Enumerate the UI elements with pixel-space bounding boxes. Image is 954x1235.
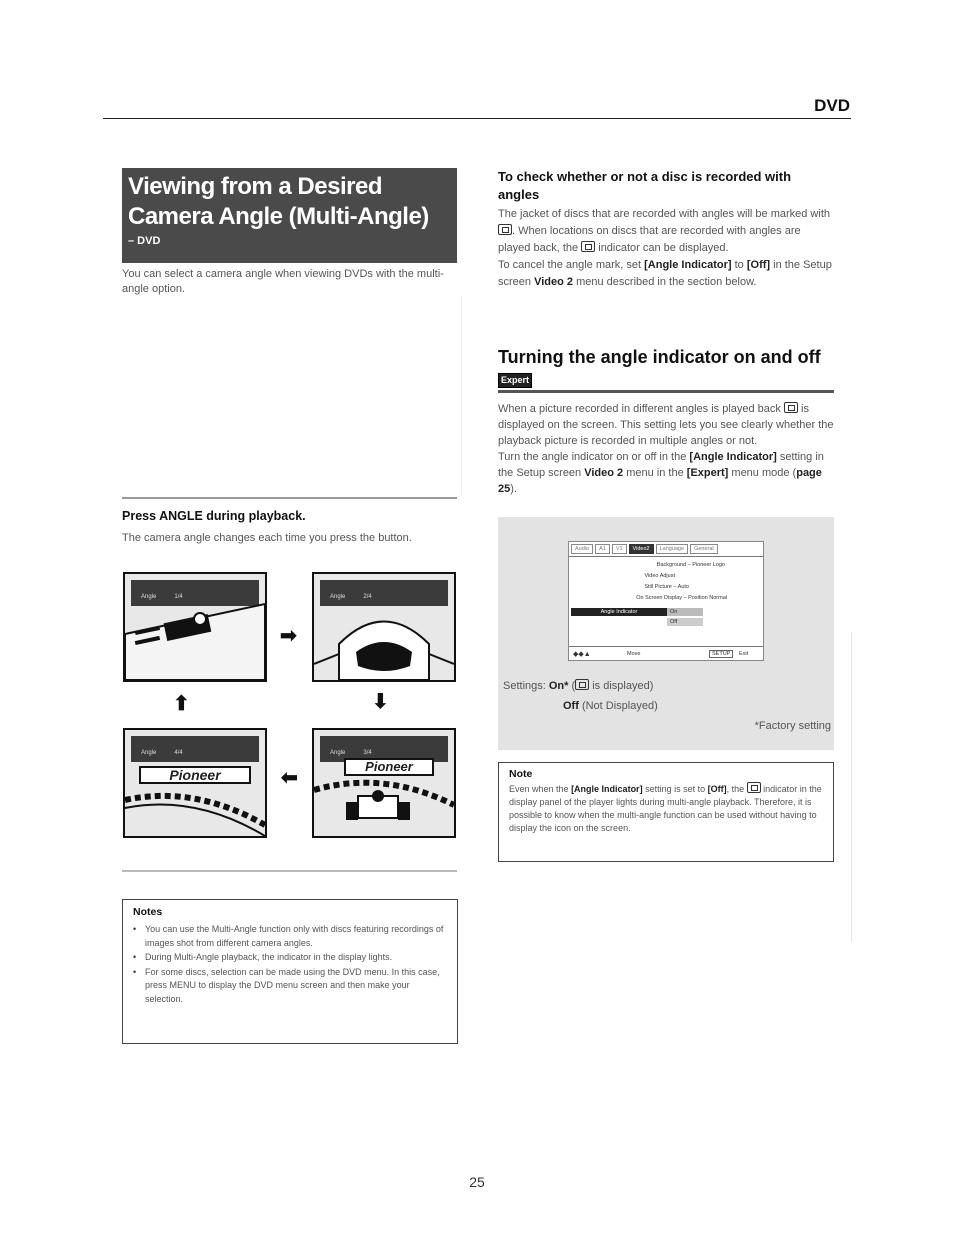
text: indicator in the display panel of the player lights during multi-angle playback. Therefore, it is possible to know when the multi-angle function can be used without having to display the icon on the screen. xyxy=(509,784,822,833)
text: ). xyxy=(510,483,517,495)
keyword: [Off] xyxy=(707,784,727,794)
factory-setting-note: *Factory setting xyxy=(754,720,831,732)
text: setting is set to xyxy=(645,784,706,794)
note-title: Note xyxy=(509,768,533,780)
blank-area xyxy=(122,295,462,495)
frame-angle-value: 2/4 xyxy=(363,594,372,600)
pioneer-banner: Pioneer xyxy=(344,758,434,776)
tab-general[interactable]: General xyxy=(690,544,718,554)
text: is displayed on the screen. This setting lets you see clearly whether the playback picture is recorded in multiple angles or not. xyxy=(498,403,834,447)
angle-frame-3 xyxy=(312,728,456,838)
race-car-illustration xyxy=(125,574,265,680)
header-rule xyxy=(103,118,851,119)
setting-off-row xyxy=(503,696,831,716)
option-on[interactable]: On xyxy=(667,608,703,616)
setup-tabs xyxy=(569,542,763,557)
frame-angle-label: Angle xyxy=(141,594,157,600)
text: . When locations on discs that are recorded with angles are played back, the xyxy=(498,225,801,254)
text: setting in the Setup screen xyxy=(498,451,824,479)
notes-title: Notes xyxy=(133,906,163,918)
note-body xyxy=(509,782,823,835)
text: menu in the xyxy=(626,467,684,479)
text: is displayed) xyxy=(592,680,654,692)
notes-item: • You can use the Multi-Angle function only with discs featuring recordings of images shot from different camera angles. xyxy=(133,923,447,950)
setup-screen xyxy=(568,541,764,661)
setting-on: On* xyxy=(548,680,569,692)
frame-angle-label: Angle xyxy=(330,750,346,756)
notes-item: • For some discs, selection can be made using the DVD menu. In this case, press MENU to display the DVD menu screen and then make your selection. xyxy=(133,966,447,1007)
page-title-sub: – DVD xyxy=(128,235,161,247)
margin-line xyxy=(851,632,852,942)
menu-row-selected[interactable]: Angle Indicator xyxy=(571,608,667,616)
divider xyxy=(122,870,457,872)
keyword: [Off] xyxy=(746,259,771,271)
keyword: [Angle Indicator] xyxy=(571,784,643,794)
footer-move: Move xyxy=(627,651,641,657)
keyword: Video 2 xyxy=(584,467,624,479)
tab-a1[interactable]: A1 xyxy=(595,544,610,554)
tab-audio[interactable]: Audio xyxy=(571,544,593,554)
text: The jacket of discs that are recorded with angles will be marked with xyxy=(498,208,830,220)
page-number: 25 xyxy=(469,1174,485,1190)
text: menu described in the section below. xyxy=(576,276,757,288)
footer-exit: Exit xyxy=(739,651,749,657)
angle-mark-icon xyxy=(498,224,512,235)
text: to xyxy=(734,259,744,271)
text: menu mode ( xyxy=(731,467,797,479)
note-box xyxy=(498,762,834,862)
tab-language[interactable]: Language xyxy=(656,544,688,554)
settings-label: Settings: xyxy=(503,680,546,692)
settings-list xyxy=(503,676,831,736)
frame-angle-value: 3/4 xyxy=(363,750,372,756)
angle-mark-icon xyxy=(581,241,595,252)
intro-text: You can select a camera angle when viewing DVDs with the multi-angle option. xyxy=(122,268,444,295)
frame-angle-label: Angle xyxy=(330,594,346,600)
tab-video2[interactable]: Video2 xyxy=(629,544,654,554)
keyword: [Angle Indicator] xyxy=(689,451,777,463)
section-title-text: Turning the angle indicator on and off xyxy=(498,347,821,367)
setting-off: Off xyxy=(563,700,579,712)
expert-tag: Expert xyxy=(498,373,532,388)
text: When a picture recorded in different angles is played back xyxy=(498,403,781,415)
page-link[interactable]: page 25 xyxy=(498,467,822,495)
step-title: Press ANGLE during playback. xyxy=(122,509,306,523)
tab-v1[interactable]: V1 xyxy=(612,544,627,554)
check-body xyxy=(498,206,834,291)
setup-button[interactable]: SETUP xyxy=(709,650,733,658)
angle-frame-2 xyxy=(312,572,456,682)
driver-helmet-illustration xyxy=(314,574,454,680)
page-title: Viewing from a Desired Camera Angle (Multi-Angle) xyxy=(128,173,429,230)
angle-mark-icon xyxy=(784,402,798,413)
divider xyxy=(122,497,457,499)
text: Even when the xyxy=(509,784,569,794)
text: , the xyxy=(726,784,745,794)
notes-list xyxy=(133,923,447,1006)
text: Turn the angle indicator on or off in the xyxy=(498,451,687,463)
setting-on-row: Settings: On* ( is displayed) xyxy=(503,680,654,692)
arrow-down-icon: ⬇ xyxy=(372,691,389,713)
frame-angle-value: 1/4 xyxy=(174,594,183,600)
keyword: [Expert] xyxy=(686,467,729,479)
keyword: [Angle Indicator] xyxy=(644,259,732,271)
angle-frame-4 xyxy=(123,728,267,838)
text: To cancel the angle mark, set xyxy=(498,259,642,271)
notes-box xyxy=(122,899,458,1044)
nav-arrows-icon: ◆◆▲ xyxy=(573,651,591,658)
section-title xyxy=(498,346,834,390)
keyword: Video 2 xyxy=(534,276,574,288)
arrow-up-icon: ⬆ xyxy=(173,693,190,715)
text: (Not Displayed) xyxy=(581,700,658,712)
frame-angle-value: 4/4 xyxy=(174,750,183,756)
section-label: DVD xyxy=(814,96,850,115)
frame-angle-label: Angle xyxy=(141,750,157,756)
race-car-front-illustration xyxy=(314,730,454,836)
angle-frame-1 xyxy=(123,572,267,682)
option-off[interactable]: Off xyxy=(667,618,703,626)
text: indicator can be displayed. xyxy=(598,242,729,254)
text: in the Setup screen xyxy=(498,259,832,288)
notes-item: • During Multi-Angle playback, the indicator in the display lights. xyxy=(133,951,447,965)
menu-row[interactable]: Background – Pioneer Logo xyxy=(656,562,725,568)
menu-row[interactable]: Video Adjust xyxy=(644,573,675,579)
menu-row[interactable]: On Screen Display – Position Normal xyxy=(636,595,727,601)
section-rule xyxy=(498,390,834,393)
arrow-left-icon: ⬅ xyxy=(281,767,298,789)
track-curve-illustration xyxy=(125,730,265,836)
section-body xyxy=(498,401,834,497)
step-body: The camera angle changes each time you press the button. xyxy=(122,532,412,544)
angle-mark-icon xyxy=(575,679,589,690)
check-heading: To check whether or not a disc is recorded with angles xyxy=(498,169,792,202)
setup-footer xyxy=(569,646,763,660)
title-box xyxy=(122,168,457,263)
menu-row[interactable]: Still Picture – Auto xyxy=(644,584,689,590)
angle-mark-icon xyxy=(747,782,761,793)
arrow-right-icon: ➡ xyxy=(280,625,297,647)
pioneer-banner: Pioneer xyxy=(139,766,251,784)
